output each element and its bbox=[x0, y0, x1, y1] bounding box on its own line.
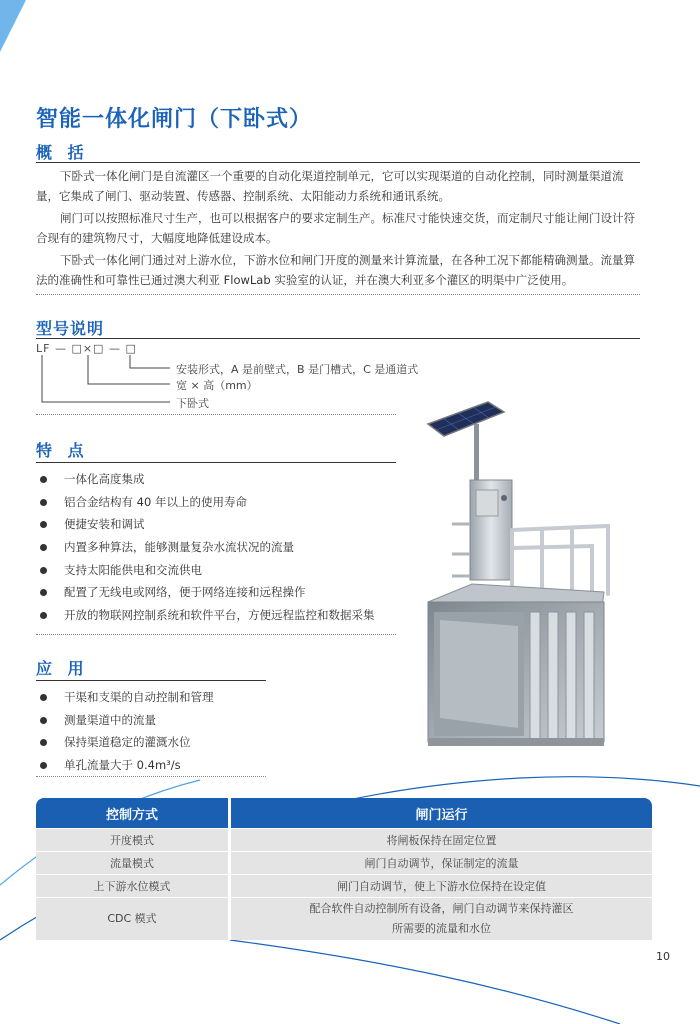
features-heading: 特 点 bbox=[36, 441, 89, 460]
overview-rule bbox=[36, 162, 640, 163]
applications-heading: 应 用 bbox=[36, 659, 89, 678]
applications-rule bbox=[36, 680, 266, 681]
list-item: 配置了无线电或网络，便于网络连接和远程操作 bbox=[36, 581, 375, 604]
list-item: 便捷安装和调试 bbox=[36, 513, 375, 536]
model-desc-size: 宽 × 高（mm） bbox=[176, 379, 258, 392]
list-item: 干渠和支渠的自动控制和管理 bbox=[36, 686, 214, 709]
table-row bbox=[36, 897, 652, 940]
model-desc-install: 安装形式，A 是前壁式，B 是门槽式，C 是通道式 bbox=[176, 363, 419, 376]
bullet-icon bbox=[40, 739, 47, 746]
table-row bbox=[36, 828, 652, 851]
model-code: LF — □×□ — □ bbox=[36, 342, 137, 355]
table-row bbox=[36, 874, 652, 897]
bullet-icon bbox=[40, 762, 47, 769]
applications-list bbox=[36, 686, 214, 777]
overview-paragraph-1: 下卧式一体化闸门是自流灌区一个重要的自动化渠道控制单元，它可以实现渠道的自动化控制，同时测量渠道流量，它集成了闸门、驱动装置、传感器、控制系统、太阳能动力系统和通讯系统。 bbox=[36, 169, 624, 203]
bullet-icon bbox=[40, 544, 47, 551]
features-divider bbox=[36, 634, 396, 635]
page-title: 智能一体化闸门（下卧式） bbox=[36, 107, 313, 132]
list-item: 保持渠道稳定的灌溉水位 bbox=[36, 731, 214, 754]
model-heading: 型号说明 bbox=[36, 319, 105, 338]
table-header-operation: 闸门运行 bbox=[231, 798, 652, 828]
list-item: 支持太阳能供电和交流供电 bbox=[36, 559, 375, 582]
bullet-icon bbox=[40, 521, 47, 528]
features-rule bbox=[36, 462, 396, 463]
bullet-icon bbox=[40, 499, 47, 506]
list-item: 铝合金结构有 40 年以上的使用寿命 bbox=[36, 491, 375, 514]
table-cell-line: 配合软件自动控制所有设备，闸门自动调节来保持灌区 bbox=[309, 902, 574, 915]
overview-heading: 概 括 bbox=[36, 143, 89, 162]
bullet-icon bbox=[40, 476, 47, 483]
list-item: 测量渠道中的流量 bbox=[36, 709, 214, 732]
model-divider bbox=[36, 414, 396, 415]
table-cell-line: 所需要的流量和水位 bbox=[392, 922, 491, 935]
features-list bbox=[36, 468, 375, 627]
list-item: 单孔流量大于 0.4m³/s bbox=[36, 754, 214, 777]
overview-divider bbox=[36, 294, 640, 295]
list-item: 一体化高度集成 bbox=[36, 468, 375, 491]
list-item: 内置多种算法，能够测量复杂水流状况的流量 bbox=[36, 536, 375, 559]
overview-paragraph-3: 下卧式一体化闸门通过对上游水位，下游水位和闸门开度的测量来计算流量，在各种工况下都能精确测量。流量算法的准确性和可靠性已通过澳大利亚 FlowLab 实验室的认证，并在澳大利亚多个灌区的明渠中广泛使用。 bbox=[36, 253, 635, 287]
bullet-icon bbox=[40, 717, 47, 724]
control-mode-table bbox=[36, 798, 652, 940]
bullet-icon bbox=[40, 567, 47, 574]
list-item: 开放的物联网控制系统和软件平台，方便远程监控和数据采集 bbox=[36, 604, 375, 627]
table-cell-mode: 开度模式 bbox=[36, 828, 231, 851]
table-cell-operation: 闸门自动调节，使上下游水位保持在设定值 bbox=[231, 874, 652, 897]
table-cell-operation: 闸门自动调节，保证制定的流量 bbox=[231, 851, 652, 874]
table-cell-mode: CDC 模式 bbox=[36, 897, 231, 940]
table-cell-mode: 上下游水位模式 bbox=[36, 874, 231, 897]
bullet-icon bbox=[40, 589, 47, 596]
table-cell-operation: 将闸板保持在固定位置 bbox=[231, 828, 652, 851]
model-rule bbox=[36, 338, 640, 339]
model-desc-type: 下卧式 bbox=[176, 397, 209, 410]
table-cell-operation bbox=[231, 897, 652, 940]
gate-machine-image bbox=[412, 398, 612, 758]
table-header-mode: 控制方式 bbox=[36, 798, 231, 828]
overview-paragraph-2: 闸门可以按照标准尺寸生产，也可以根据客户的要求定制生产。标准尺寸能快速交货，而定制尺寸能让闸门设计符合现有的建筑物尺寸，大幅度地降低建设成本。 bbox=[36, 211, 635, 245]
page-number: 10 bbox=[656, 950, 670, 963]
table-cell-mode: 流量模式 bbox=[36, 851, 231, 874]
applications-divider bbox=[36, 776, 266, 777]
bullet-icon bbox=[40, 612, 47, 619]
table-row bbox=[36, 851, 652, 874]
bullet-icon bbox=[40, 694, 47, 701]
